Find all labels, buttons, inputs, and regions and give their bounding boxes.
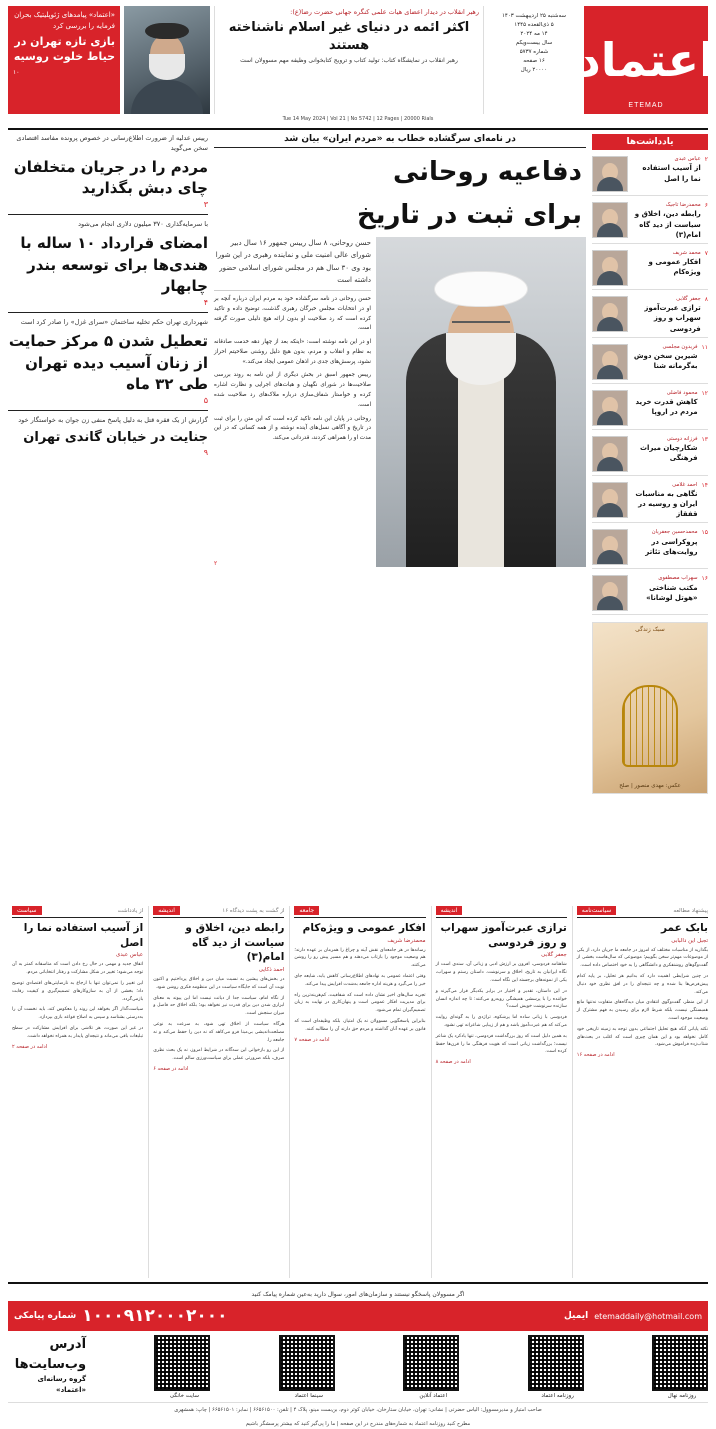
footer-slogan: مطرح کنید روزنامه اعتماد به شماره‌های مندرج در این صفحه | ما را پی‌گیر کنید که بیشتر پرسشگر باشیم (245, 1421, 471, 1428)
list-item[interactable] (592, 153, 708, 196)
lead-kicker: شهرداری تهران حکم تخلیه ساختمان «سرای غزل» را صادر کرد است (20, 318, 208, 326)
address-block (8, 1335, 86, 1395)
body-paragraph: او در این نامه نوشته است: «اینکه بعد از چهار دهه خدمت صادقانه به نظام و انقلاب و مردم، بدون هیچ دلیل روشنی صلاحیتم احراز نشود، پرسش‌های جدی در اذهان عمومی ایجاد می‌کند.» (214, 339, 371, 365)
masthead-center-headline: اکثر ائمه در دنیای غیر اسلام ناشناخته هستند (228, 20, 470, 53)
section-article-title[interactable]: افکار عمومی و ویژه‌کام (302, 922, 426, 934)
logo-latin-text: ETEMAD (628, 102, 664, 109)
lead-kicker: با سرمایه‌گذاری ۳۷۰ میلیون دلاری انجام می‌شود (78, 220, 208, 228)
body-paragraph: از این منظر، گفت‌وگوی انتقادی میان دیدگاه‌های متفاوت نه‌تنها مانع همبستگی نیست، بلکه شرط لازم برای رسیدن به فهم مشترک از وضعیت موجود است. (576, 1000, 708, 1022)
author-avatar (592, 436, 628, 472)
section-column (572, 906, 708, 1278)
note-title: نگاهی به مناسبات ایران و روسیه در قفقاز (635, 490, 698, 519)
qr-label: اعتماد آنلاین (419, 1393, 448, 1399)
list-item[interactable] (592, 387, 708, 430)
promo-caption: عکس: مهدی منصور | صلح (619, 783, 681, 790)
qr-label: روزنامه نهال (667, 1393, 697, 1399)
body-paragraph: این تغییر را نمی‌توان تنها با ارجاع به نارضایتی‌های اقتصادی توضیح داد؛ بخشی از آن به سازوکارهای تصمیم‌گیری و کیفیت رقابت بازمی‌گردد. (11, 980, 144, 1002)
note-title: شکارچیان میراث فرهنگی (640, 444, 698, 463)
body-paragraph: وقتی اعتماد عمومی به نهادهای اطلاع‌رسانی کاهش یابد، شایعه جای خبر را می‌گیرد و هزینه اداره جامعه به‌شدت افزایش پیدا می‌کند. (294, 974, 426, 987)
author-avatar (592, 344, 628, 380)
qr-image[interactable] (154, 1335, 210, 1391)
footer-legal: صاحب امتیاز و مدیرمسوول: الیاس حضرتی | نشانی: تهران، خیابان ستارخان، خیابان کوثر دوم، بن‌بست مینو، پلاک ۴ | تلفن: ۶۶۵۶۱۵۰۰ | نمابر: ۶۶۵۶۱۵۰۱ | چاپ: همشهری (8, 1402, 708, 1414)
qr-label: سایت خانگی (169, 1393, 200, 1399)
birdcage-illustration (622, 685, 678, 767)
author-avatar (592, 529, 628, 565)
author-name: فرزانه دوستی (666, 435, 698, 442)
note-page: ۱۶ (701, 575, 708, 583)
section-article-body (577, 947, 708, 1050)
section-more[interactable]: پیشنهاد مطالعه (673, 907, 708, 914)
list-item[interactable] (592, 479, 708, 524)
qr-code[interactable] (283, 1335, 335, 1399)
author-avatar (592, 390, 628, 426)
list-item[interactable] (592, 341, 708, 384)
note-page: ۸ (704, 295, 708, 303)
author-avatar (592, 156, 628, 192)
masthead-right-kicker: «اعتماد» پیامدهای ژئوپلیتیک بحران فرمایه را بررسی کرد (14, 11, 115, 30)
qr-row (8, 1331, 708, 1399)
author-name: سهراب مصطفوی (658, 575, 698, 582)
masthead-divider (8, 128, 708, 130)
author-avatar (592, 296, 628, 332)
section-article-author: عباس عبدی (115, 952, 144, 959)
body-paragraph: در چنین شرایطی اهمیت دارد که بدانیم هر تحلیل، بر پایه کدام پیش‌فرض‌ها بنا شده و چه نتیجه‌ای را در افق نظری خود دنبال می‌کند. (576, 974, 708, 995)
note-title: پروکراسی در روایت‌های تئاتر (645, 537, 698, 557)
body-paragraph: حسن روحانی در نامه سرگشاده خود به مردم ایران درباره آنچه بر او در انتخابات مجلس خبرگان رهبری گذشت، توضیح داده و تاکید کرده است که رد صلاحیت او بدون ارائه هیچ دلیلی صورت گرفته است. (214, 296, 371, 332)
author-name: محمدحسین جعفریان (651, 529, 698, 536)
list-item[interactable] (592, 433, 708, 476)
lead-story[interactable] (8, 416, 208, 462)
section-article-body (294, 947, 425, 1034)
main-story-kicker (214, 134, 586, 148)
section-column (8, 906, 143, 1278)
section-tag[interactable]: سیاست‌نامه (577, 906, 617, 915)
main-story-title-line2: برای ثبت در تاریخ (356, 199, 582, 230)
section-continue: ادامه در صفحه ۶ (153, 1066, 189, 1073)
sms-label: شماره پیامکی (14, 1311, 77, 1321)
newspaper-logo[interactable] (577, 6, 715, 114)
section-article-title[interactable]: رابطه دین، اخلاق و سیاست از دید گاه امام(۳) (185, 922, 285, 964)
main-story (214, 134, 586, 902)
masthead (8, 6, 715, 114)
author-avatar (592, 202, 628, 238)
main-story-body (214, 295, 371, 560)
author-name: محمد شریف (672, 249, 701, 256)
issue-date-lunar: ۵ ذی‌القعده ۱۴۴۵ (514, 22, 554, 29)
section-continue: ادامه در صفحه ۸ (435, 1059, 471, 1066)
note-page: ۷ (704, 249, 708, 257)
qr-code[interactable] (532, 1335, 584, 1399)
masthead-right-headline: بازی تازه تهران در حیاط خلوت روسیه (13, 35, 115, 63)
issue-price: ۲۰۰۰۰ ریال (520, 67, 548, 74)
qr-image[interactable] (279, 1335, 335, 1391)
qr-label: روزنامه اعتماد (541, 1393, 574, 1399)
note-page: ۶ (704, 202, 708, 209)
section-article-body (153, 976, 284, 1063)
address-group: گروه رسانه‌ای (37, 1375, 87, 1383)
section-tag[interactable]: اندیشه (153, 906, 180, 915)
section-more[interactable]: از گشت به پشت دیدگاه ۱۶ (222, 907, 285, 914)
lead-story[interactable] (8, 318, 208, 411)
lead-kicker: رییس عدلیه از ضرورت اطلاع‌رسانی در خصوص پرونده مفاسد اقتصادی سخن می‌گوید (16, 134, 208, 152)
kicker-suffix: بیان شد (284, 134, 320, 144)
list-item[interactable] (592, 247, 708, 290)
section-tag[interactable]: جامعه (294, 906, 319, 915)
contact-bar[interactable] (8, 1301, 708, 1331)
body-paragraph: هرگاه سیاست از اخلاق تهی شود، به سرعت به نوعی مصلحت‌اندیشی بی‌مبنا فرو می‌کاهد که نه دین را حفظ می‌کند و نه جامعه را. (153, 1022, 285, 1043)
masthead-issue-info (488, 6, 580, 114)
note-title: رابطه دین، اخلاق و سیاست از دید گاه امام(۳) (634, 210, 701, 239)
issue-date-solar: سه‌شنبه ۲۵ اردیبهشت ۱۴۰۳ (501, 13, 567, 19)
section-column (289, 906, 425, 1278)
note-title: شیرین سخن دوش به‌گرمانه شنا (633, 352, 698, 371)
body-paragraph: به همین دلیل است که روز بزرگداشت فردوسی، تنها یادکرد یک شاعر نیست؛ بزرگداشت زبانی است که هویت فرهنگی ما را قرن‌ها حفظ کرده است. (435, 1033, 567, 1055)
lower-sections (8, 906, 708, 1278)
logo-arabic-text: اعتماد (577, 33, 715, 87)
qr-code[interactable] (158, 1335, 210, 1399)
note-page: ۱۵ (701, 529, 708, 537)
section-tag[interactable]: سیاست (12, 906, 42, 915)
section-column (431, 906, 567, 1278)
masthead-center-kicker: رهبر انقلاب در دیدار اعضای هیات علمی کنگره جهانی حضرت رضا(ع): (290, 8, 479, 16)
email-address[interactable]: etemaddaily@hotmail.com (594, 1311, 702, 1321)
section-article-title[interactable]: بابک عمر (661, 922, 708, 934)
page-body (8, 134, 708, 902)
list-item[interactable] (592, 526, 708, 569)
section-article-author: محمدرضا شریف (387, 937, 426, 944)
author-name: فریدون مجلسی (662, 343, 698, 350)
section-article-author: جعفر گلابی (541, 952, 567, 959)
lead-headline: امضای قرارداد ۱۰ ساله با هندی‌ها برای توسعه بندر چابهار (20, 233, 208, 296)
lead-story[interactable] (8, 134, 208, 215)
body-paragraph: تجربه سال‌های اخیر نشان داده است که شفافیت، کم‌هزینه‌ترین راه برای مدیریت افکار عمومی است و پنهان‌کاری در نهایت به زیان تصمیم‌گیران تمام می‌شود. (294, 992, 426, 1014)
author-avatar (592, 482, 628, 518)
lead-kicker: گزارش از یک فقره قتل به دلیل پاسخ منفی زن جوان به خواستگار خود (18, 416, 208, 424)
note-page: ۱۴ (701, 481, 708, 489)
body-paragraph: سیاست‌گذار اگر بخواهد این روند را معکوس کند، باید نخست آن را به‌درستی بشناسد و سپس به اصلاح قواعد بازی بپردازد. (11, 1007, 144, 1021)
masthead-center-sub: رهبر انقلاب در نمایشگاه کتاب: تولید کتاب و ترویج کتابخوانی وظیفه مهم مسوولان است (240, 57, 458, 65)
body-paragraph: فردوسی با زبانی ساده اما پرشکوه، تراژدی را به گونه‌ای روایت می‌کند که هم عبرت‌آموز باشد و هم از زیبایی شاعرانه تهی نشود. (435, 1015, 567, 1028)
note-page: ۱۱ (701, 343, 708, 351)
author-avatar (592, 250, 628, 286)
note-title: مکتب شناختی «هوتل لوشانا» (646, 583, 698, 603)
footer-note: اگر مسوولان پاسخگو نیستند و سازمان‌های امور، سوال دارید به‌عین شماره پیامک کنید (251, 1291, 465, 1298)
note-title: از آسیب استفاده نما را اصل (642, 164, 701, 183)
lifestyle-promo-photo[interactable] (592, 622, 708, 794)
issue-date-gregorian: ۱۴ مه ۲۰۲۴ (520, 31, 548, 38)
issue-year: سال بیست‌ویکم (515, 40, 553, 47)
body-paragraph: بگذارید از مناسبات مختلف که امروز در جامعه ما جریان دارد، از یکی از موضوعات مهم‌تر سخن بگوییم؛ موضوعی که سال‌هاست بخشی از گفت‌وگوهای روشنفکری و دانشگاهی را به خود اختصاص داده است. (576, 947, 708, 969)
body-paragraph: در غیر این صورت، هر تلاشی برای افزایش مشارکت در سطح تبلیغات باقی می‌ماند و نتیجه‌ای پایدار به همراه نخواهد داشت. (11, 1025, 144, 1039)
note-title: افکار عمومی و ویژه‌کام (648, 258, 701, 277)
lead-page-mark: ۹ (203, 447, 208, 457)
body-paragraph: در بخش‌های پیشین به نسبت میان دین و اخلاق پرداختیم و اکنون نوبت آن است که جایگاه سیاست در این منظومه فکری روشن شود. (153, 977, 285, 990)
kicker-prefix: در نامه‌ای سرگشاده خطاب به (385, 134, 516, 144)
lead-headline: تعطیل شدن ۵ مرکز حمایت از زنان آسیب دیده تهران طی ۳۲ ماه (8, 331, 208, 394)
qr-image[interactable] (528, 1335, 584, 1391)
address-title: آدرس وب‌سایت‌ها (14, 1337, 87, 1372)
author-name: عباس عبدی (674, 156, 701, 162)
body-paragraph: نکته پایانی آنکه هیچ تحلیل اجتماعی بدون توجه به زمینه تاریخی خود کامل نخواهد بود و این همان چیزی است که اغلب در بحث‌های شتاب‌زده فراموش می‌شود. (576, 1026, 708, 1048)
body-paragraph: رسانه‌ها در هر جامعه‌ای نقش آینه و چراغ را همزمان بر عهده دارند؛ هم وضعیت موجود را بازتاب می‌دهند و هم مسیر پیش رو را روشن می‌کنند. (294, 947, 426, 969)
notes-rail (592, 134, 708, 902)
author-avatar (592, 575, 628, 611)
kicker-quote: «مردم ایران» (322, 134, 383, 144)
leader-portrait-photo (124, 6, 210, 114)
body-paragraph: از این رو بازخوانی این سه‌گانه در شرایط امروز، نه یک بحث نظری صرف، بلکه ضرورتی عملی برای سیاست‌ورزی سالم است. (153, 1048, 285, 1062)
body-paragraph: روحانی در پایان این نامه تاکید کرده است که این متن را برای ثبت در تاریخ و آگاهی نسل‌های آینده نوشته و از همه کسانی که در این مدت او را همراهی کردند، قدردانی می‌کند. (214, 415, 371, 442)
section-continue: ادامه در صفحه ۱۶ (576, 1052, 615, 1059)
section-tag[interactable]: اندیشه (436, 906, 463, 915)
section-article-title[interactable]: از آسیب استفاده نما را اصل (23, 922, 144, 949)
section-continue: ادامه در صفحه ۲ (11, 1043, 48, 1050)
body-paragraph: شاهنامه فردوسی، افزون بر ارزش ادبی و زبانی آن، سندی است از نگاه ایرانیان به تاریخ، اخلاق و سرنوشت. داستان رستم و سهراب، یکی از نمونه‌های برجسته این نگاه است. (435, 962, 567, 983)
section-more[interactable]: از یادداشت (117, 907, 144, 914)
rouhani-photo (376, 237, 586, 567)
note-title: کاهش قدرت خرید مردم در اروپا (635, 398, 698, 417)
body-paragraph: رییس جمهور اسبق در بخش دیگری از این نامه به روند بررسی صلاحیت‌ها در شورای نگهبان و هیات‌های اجرایی و نظارت اشاره کرده و خواستار شفاف‌سازی درباره ملاک‌های رد صلاحیت شده است. (214, 372, 371, 408)
main-story-continue: ۲ (214, 560, 218, 567)
body-paragraph: بنابراین پاسخگویی مسوولان نه یک امتیاز، بلکه وظیفه‌ای است که قانون بر عهده آنان گذاشته و مردم حق دارند آن را مطالبه کنند. (294, 1019, 426, 1032)
masthead-right-page: ۱۰ (13, 68, 20, 76)
masthead-right-promo[interactable] (8, 6, 120, 114)
section-article-body (12, 961, 143, 1040)
section-continue: ادامه در صفحه ۷ (294, 1036, 330, 1043)
email-label: ایمیل (563, 1311, 589, 1321)
note-title: ترازی عبرت‌آموز سهراب و روز فردوسی (644, 304, 701, 333)
qr-code[interactable] (656, 1335, 708, 1399)
left-headline-stack (8, 134, 208, 902)
section-column (148, 906, 284, 1278)
author-name: محمدرضا تاجیک (665, 202, 701, 208)
note-page: ۱۲ (701, 389, 708, 397)
promo-header: سبک زندگی (635, 626, 665, 634)
sms-number: ۱۰۰۰۹۱۲۰۰۰۲۰۰۰ (82, 1306, 228, 1326)
lead-story[interactable] (8, 220, 208, 313)
section-article-author: تجبل این دالبابی (671, 937, 708, 944)
lead-page-mark: ۴ (203, 298, 208, 307)
main-story-title-line1: دفاعیه روحانی (392, 157, 582, 187)
list-item[interactable] (592, 572, 708, 615)
body-paragraph: در این داستان، تقدیر و اختیار در برابر یکدیگر قرار می‌گیرند و خواننده را با پرسشی همیشگی روبه‌رو می‌کنند: تا چه اندازه انسان سازنده سرنوشت خویش است؟ (435, 988, 567, 1010)
qr-label: سینما اعتماد (294, 1393, 323, 1399)
section-article-author: احمد ذکایی (258, 967, 285, 974)
section-article-title[interactable]: ترازی عبرت‌آموز سهراب و روز فردوسی (440, 922, 567, 949)
lead-headline: مردم را در جریان متخلفان چای دبش بگذارید (13, 157, 208, 198)
lead-headline: جنایت در خیابان گاندی تهران (23, 429, 208, 445)
list-item[interactable] (592, 199, 708, 244)
body-paragraph: از نگاه امام، سیاست جدا از دیانت نیست اما این پیوند به معنای ابزاری شدن دین برای قدرت نیز نخواهد بود؛ بلکه اخلاق حد فاصل و میزان سنجش است. (153, 995, 285, 1017)
list-item[interactable] (592, 293, 708, 338)
qr-image[interactable] (652, 1335, 708, 1391)
author-name: محمود فاضلی (666, 389, 698, 396)
issue-number: شماره ۵۷۳۷ (519, 49, 549, 56)
notes-rail-header: یادداشت‌ها (592, 134, 708, 150)
author-name: احمد غلامی (672, 481, 698, 488)
section-article-body (436, 961, 567, 1056)
address-brand: «اعتماد» (56, 1385, 87, 1394)
main-story-summary: حسن روحانی، ۸ سال رییس جمهور ۱۶ سال دبیر شورای عالی امنیت ملی و نماینده رهبری در این شورا بود وی ۳۰ سال هم در مجلس شورای اسلامی حضور داشته است (214, 237, 371, 291)
qr-image[interactable] (403, 1335, 459, 1391)
issue-pages: ۱۶ صفحه (523, 58, 545, 65)
note-page: ۱۳ (701, 435, 708, 443)
author-name: جعفر گلابی (676, 295, 701, 302)
qr-code[interactable] (407, 1335, 459, 1399)
lead-page-mark: ۳ (203, 200, 208, 209)
masthead-center-story[interactable] (214, 6, 484, 114)
masthead-barcode-line: Tue 14 May 2024 | Vol 21 | No 5742 | 12 Pages | 20000 Rials (282, 116, 434, 122)
page-footer (8, 1282, 708, 1429)
body-paragraph: اتفاق جدید و مهمی در حال رخ دادن است که متاسفانه کمتر به آن توجه می‌شود؛ تغییر در شکل مشارکت و رفتار انتخاباتی مردم. (11, 962, 144, 976)
lead-page-mark: ۵ (203, 396, 208, 405)
note-page: ۲ (704, 156, 708, 163)
